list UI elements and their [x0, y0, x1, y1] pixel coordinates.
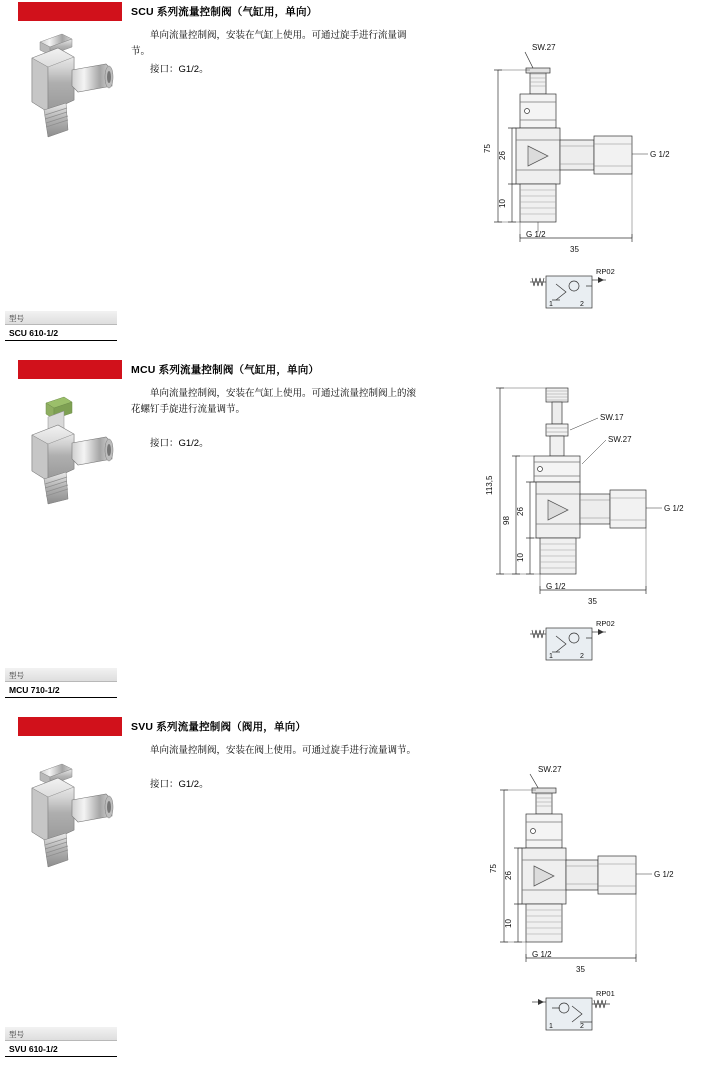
- model-head-label: 型号: [5, 311, 117, 325]
- svg-text:26: 26: [498, 151, 507, 160]
- svg-text:75: 75: [483, 144, 492, 153]
- product-title: SCU 系列流量控制阀（气缸用，单向）: [131, 6, 318, 18]
- svg-text:26: 26: [504, 871, 513, 880]
- svg-text:G 1/2: G 1/2: [546, 582, 566, 591]
- product-title: MCU 系列流量控制阀（气缸用，单向）: [131, 364, 320, 376]
- svg-text:SW.17: SW.17: [600, 413, 624, 422]
- svg-text:RP01: RP01: [596, 989, 615, 998]
- svg-text:G 1/2: G 1/2: [650, 150, 670, 159]
- product-photo-svu: [14, 760, 118, 870]
- svg-text:SW.27: SW.27: [538, 765, 562, 774]
- accent-bar: [18, 2, 122, 21]
- model-head-label: 型号: [5, 1027, 117, 1041]
- model-head-label: 型号: [5, 668, 117, 682]
- technical-drawing-svu: [420, 740, 720, 1030]
- svg-text:G 1/2: G 1/2: [664, 504, 684, 513]
- svg-text:1: 1: [549, 301, 553, 308]
- svg-text:1: 1: [549, 653, 553, 660]
- model-name-value: SCU 610-1/2: [5, 325, 117, 341]
- svg-text:10: 10: [498, 199, 507, 208]
- svg-text:G 1/2: G 1/2: [532, 950, 552, 959]
- svg-text:10: 10: [516, 553, 525, 562]
- product-description: 单向流量控制阀，安装在阀上使用。可通过旋手进行流量调节。: [150, 745, 417, 756]
- svg-text:35: 35: [570, 245, 579, 254]
- accent-bar: [18, 360, 122, 379]
- svg-text:1: 1: [549, 1023, 553, 1030]
- model-block-mcu: [5, 668, 117, 698]
- product-port-spec: 接口：G1/2。: [150, 64, 209, 75]
- svg-text:35: 35: [576, 965, 585, 974]
- model-name-value: MCU 710-1/2: [5, 682, 117, 698]
- svg-text:113,5: 113,5: [485, 475, 494, 495]
- accent-bar: [18, 717, 122, 736]
- svg-text:RP02: RP02: [596, 267, 615, 276]
- product-description: 单向流量控制阀，安装在气缸上使用。可通过流量控制阀上的滚花螺钉手旋进行流量调节。: [131, 388, 417, 415]
- svg-text:G 1/2: G 1/2: [526, 230, 546, 239]
- model-block-scu: [5, 311, 117, 341]
- product-description: 单向流量控制阀，安装在气缸上使用。可通过旋手进行流量调节。: [131, 30, 407, 57]
- svg-text:26: 26: [516, 507, 525, 516]
- svg-text:SW.27: SW.27: [608, 435, 632, 444]
- product-title: SVU 系列流量控制阀（阀用，单向）: [131, 721, 307, 733]
- svg-text:10: 10: [504, 919, 513, 928]
- svg-text:75: 75: [489, 864, 498, 873]
- product-port-spec: 接口：G1/2。: [150, 438, 209, 449]
- product-photo-mcu: [14, 395, 118, 505]
- technical-drawing-mcu: [420, 370, 720, 660]
- svg-text:35: 35: [588, 597, 597, 606]
- svg-text:RP02: RP02: [596, 619, 615, 628]
- model-name-value: SVU 610-1/2: [5, 1041, 117, 1057]
- svg-text:2: 2: [580, 653, 584, 660]
- svg-text:2: 2: [580, 301, 584, 308]
- technical-drawing-scu: [420, 18, 720, 308]
- product-photo-scu: [14, 30, 118, 140]
- svg-text:98: 98: [502, 516, 511, 525]
- model-block-svu: [5, 1027, 117, 1057]
- product-port-spec: 接口：G1/2。: [150, 779, 209, 790]
- svg-text:2: 2: [580, 1023, 584, 1030]
- dim-sw-top: SW.27: [532, 43, 556, 52]
- svg-text:G 1/2: G 1/2: [654, 870, 674, 879]
